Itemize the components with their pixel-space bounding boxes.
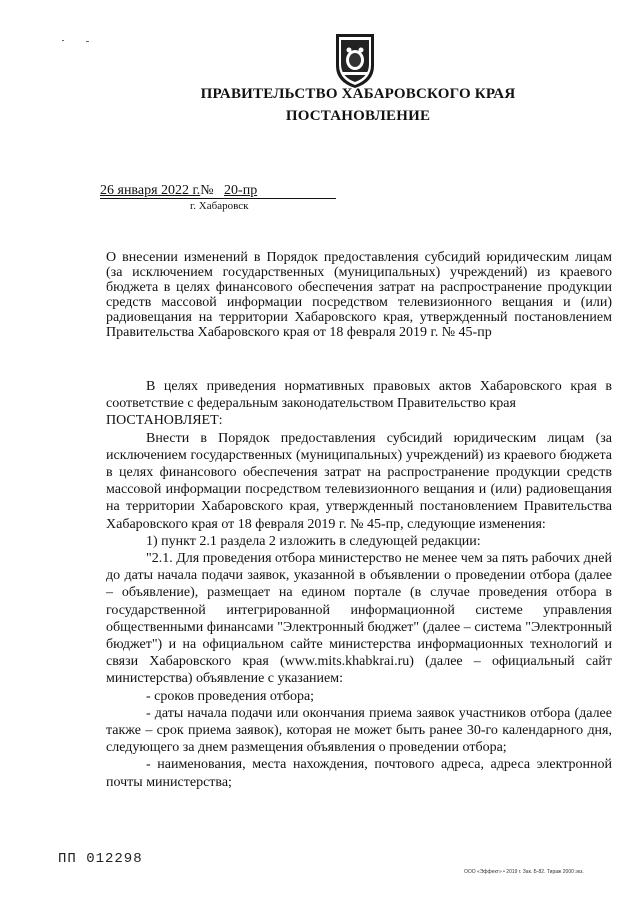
city: г. Хабаровск [190,200,249,212]
organization-name: ПРАВИТЕЛЬСТВО ХАБАРОВСКОГО КРАЯ [200,86,516,102]
khabarovsk-coat-of-arms-emblem [330,30,380,90]
document-body [106,378,612,791]
document-type: ПОСТАНОВЛЕНИЕ [285,108,431,124]
decree-word: ПОСТАНОВЛЯЕТ: [106,413,223,429]
main-paragraph: Внести в Порядок предоставления субсидий юридическим лицам (за исключением государственных (муниципальных) учреждений) из краевого бюджета в целях финансового обеспечения затрат на распространение продукции средств массовой информации посредством телевизионного вещания и (или) радиовещания на территории Хабаровского края, утвержденный постановлением Правительства Хабаровского края от 18 февраля 2019 г. № 45-пр, следующие изменения: [106,430,612,532]
document-title: О внесении изменений в Порядок предоставления субсидий юридическим лицам (за исключением государственных (муниципальных) учреждений) из краевого бюджета в целях финансового обеспечения затрат на распространение продукции средств массовой информации посредством телевизионного вещания и (или) радиовещания на территории Хабаровского края, утвержденный постановлением Правительства Хабаровского края от 18 февраля 2019 г. № 45-пр [106,250,612,340]
list-item: - сроков проведения отбора; [146,688,315,704]
scan-specks [62,38,102,46]
list-item: - даты начала подачи или окончания приема заявок участников отбора (далее также – срок приема заявок), которая не может быть ранее 30-го календарного дня, следующего за днем размещения объявления о проведении отбора; [106,705,612,756]
date-underline [100,198,336,199]
quoted-clause: "2.1. Для проведения отбора министерство не менее чем за пять рабочих дней до даты начала подачи заявок, указанной в объявлении о проведении отбора (далее – объявление), размещает на едином портале (в случае проведения отбора в государственной интегрированной информационной системе управления общественными финансами "Электронный бюджет" (далее – система "Электронный бюджет") и на официальном сайте министерства информационных технологий и связи Хабаровского края (www.mits.khabkrai.ru) (далее – официальный сайт министерства) объявление с указанием: [106,551,612,687]
list-item: - наименования, места нахождения, почтового адреса, адреса электронной почты министерства; [106,757,612,790]
item-1: 1) пункт 2.1 раздела 2 изложить в следующей редакции: [146,533,481,549]
intro-paragraph: В целях приведения нормативных правовых актов Хабаровского края в соответствие с федеральным законодательством Правительство края [106,379,612,412]
form-code: ПП 012298 [58,851,143,867]
printer-info: ООО «Эффект» • 2019 г. Зак. Б-82. Тираж 2000 экз. [464,869,584,875]
number-sign: № [200,183,214,198]
document-number: 20-пр [224,183,258,198]
document-date: 26 января 2022 г. [100,183,201,198]
date-number-line [100,183,257,199]
